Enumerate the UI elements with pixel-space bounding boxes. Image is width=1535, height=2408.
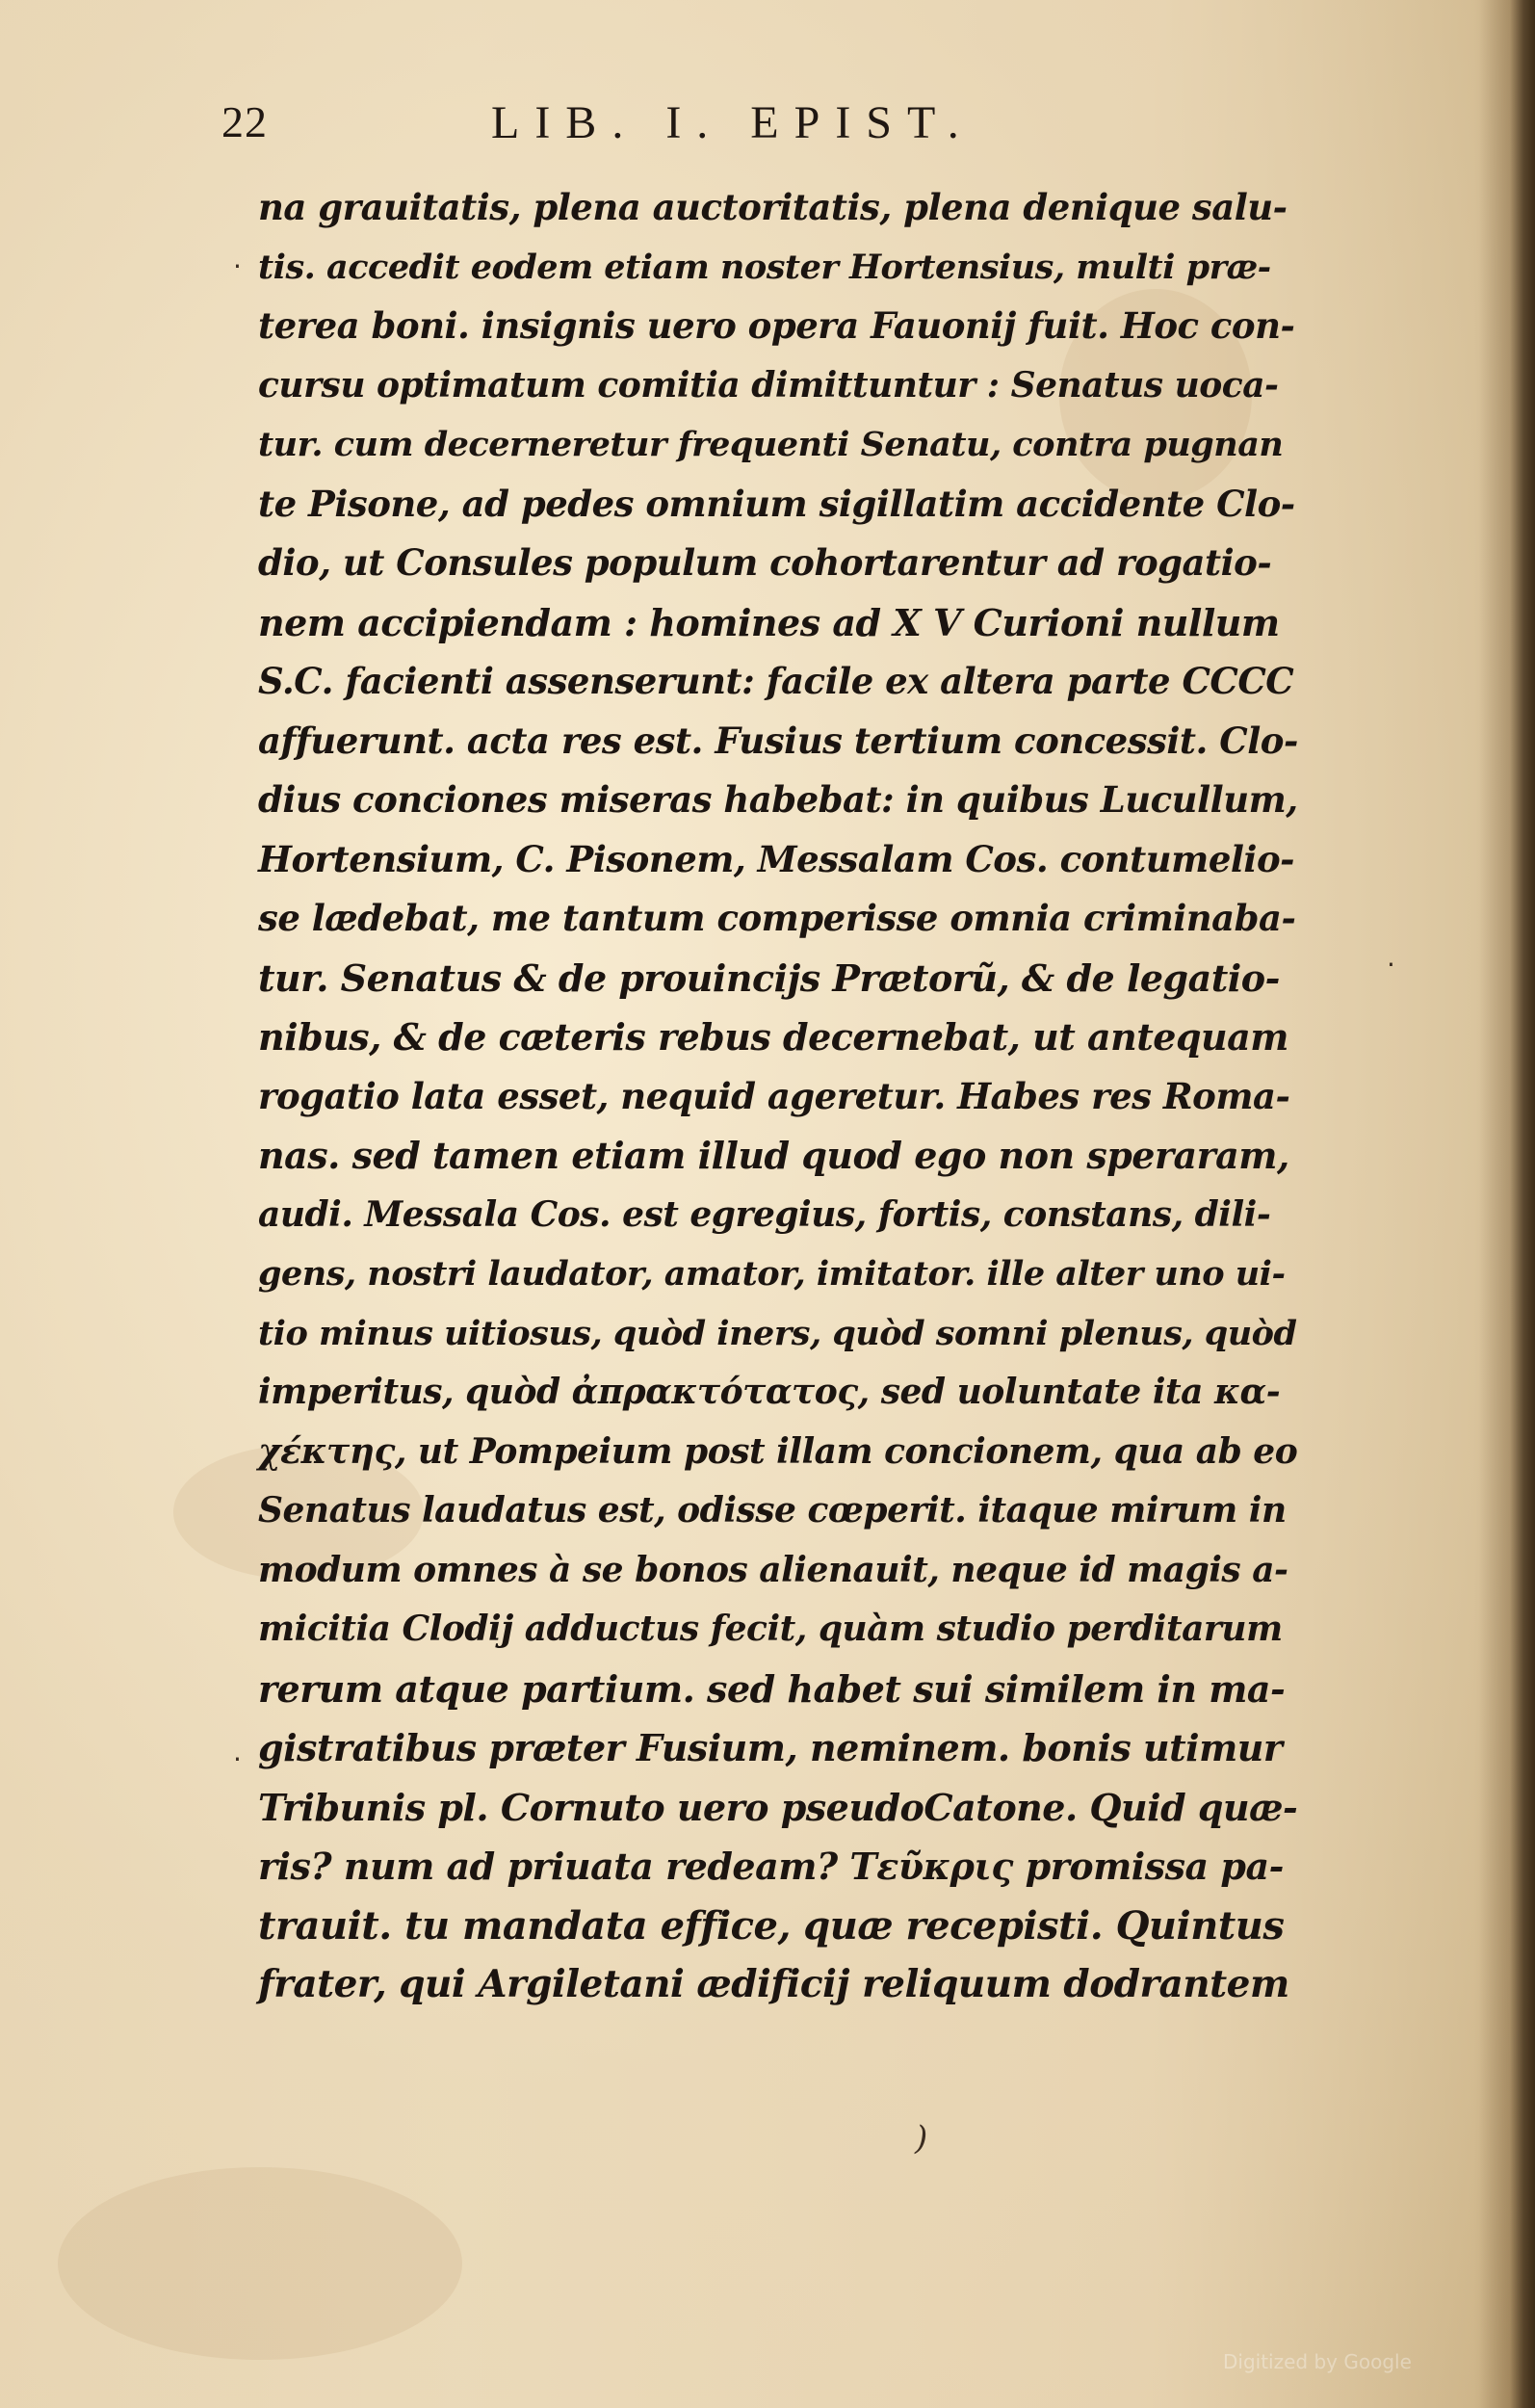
text-line: nas. sed tamen etiam illud quod ego non speraram, bbox=[258, 1134, 1289, 1177]
text-line: cursu optimatum comitia dimittuntur : Senatus uoca- bbox=[258, 364, 1279, 406]
text-line: Senatus laudatus est, odisse cœperit. itaque mirum in bbox=[258, 1490, 1287, 1531]
text-line: te Pisone, ad pedes omnium sigillatim accidente Clo- bbox=[258, 482, 1295, 525]
paper-stain bbox=[58, 2167, 462, 2360]
text-line: tur. Senatus & de prouincijs Prætorũ, & de legatio- bbox=[258, 955, 1280, 1000]
text-line: frater, qui Argiletani ædificij reliquum dodrantem bbox=[258, 1962, 1289, 2006]
text-line: terea boni. insignis uero opera Fauonij fuit. Hoc con- bbox=[258, 304, 1295, 347]
margin-mark: · bbox=[233, 1743, 242, 1775]
text-line: ris? num ad priuata redeam? Τεῦκρις promissa pa- bbox=[258, 1845, 1284, 1888]
text-line: gens, nostri laudator, amator, imitator. ille alter uno ui- bbox=[258, 1254, 1286, 1294]
text-line: tio minus uitiosus, quòd iners, quòd somni plenus, quòd bbox=[258, 1313, 1297, 1353]
text-line: tur. cum decerneretur frequenti Senatu, contra pugnan bbox=[258, 425, 1284, 464]
text-line: affuerunt. acta res est. Fusius tertium concessit. Clo- bbox=[258, 719, 1298, 762]
text-line: nibus, & de cæteris rebus decernebat, ut antequam bbox=[258, 1015, 1289, 1059]
text-line: χέκτης, ut Pompeium post illam concionem, qua ab eo bbox=[258, 1430, 1298, 1472]
text-line: dio, ut Consules populum cohortarentur ad rogatio- bbox=[258, 541, 1272, 584]
text-line: rerum atque partium. sed habet sui similem in ma- bbox=[258, 1666, 1286, 1711]
running-head bbox=[221, 96, 1310, 154]
body-text bbox=[258, 178, 1298, 2015]
margin-mark: · bbox=[233, 250, 242, 282]
text-line: S.C. facienti assenserunt: facile ex altera parte CCCC bbox=[258, 660, 1294, 702]
book-spine-shadow bbox=[1479, 0, 1535, 2408]
text-line: micitia Clodij adductus fecit, quàm studio perditarum bbox=[258, 1609, 1283, 1649]
running-title: LIB. I. EPIST. bbox=[491, 97, 975, 148]
text-line: nem accipiendam : homines ad X V Curioni nullum bbox=[258, 600, 1280, 644]
text-line: tis. accedit eodem etiam noster Hortensius, multi præ- bbox=[258, 247, 1271, 287]
catchword: ) bbox=[915, 2119, 928, 2158]
text-line: imperitus, quòd ἀπρακτότατος, sed uoluntate ita κα- bbox=[258, 1372, 1281, 1412]
margin-mark: · bbox=[1387, 949, 1395, 981]
text-line: audi. Messala Cos. est egregius, fortis, constans, dili- bbox=[258, 1193, 1271, 1235]
text-line: rogatio lata esset, nequid ageretur. Habes res Roma- bbox=[258, 1074, 1290, 1117]
text-line: trauit. tu mandata effice, quæ recepisti. Quintus bbox=[258, 1902, 1285, 1949]
text-line: modum omnes à se bonos alienauit, neque id magis a- bbox=[258, 1549, 1288, 1590]
text-line: na grauitatis, plena auctoritatis, plena denique salu- bbox=[258, 186, 1288, 228]
watermark: Digitized by Google bbox=[1223, 2350, 1412, 2373]
text-line: se lædebat, me tantum comperisse omnia criminaba- bbox=[258, 897, 1296, 939]
text-line: Tribunis pl. Cornuto uero pseudoCatone. Quid quæ- bbox=[258, 1785, 1298, 1829]
text-line: dius conciones miseras habebat: in quibus Lucullum, bbox=[258, 778, 1298, 821]
page-number: 22 bbox=[221, 97, 268, 146]
text-line: Hortensium, C. Pisonem, Messalam Cos. contumelio- bbox=[258, 837, 1295, 880]
text-line: gistratibus præter Fusium, neminem. bonis utimur bbox=[258, 1726, 1283, 1769]
